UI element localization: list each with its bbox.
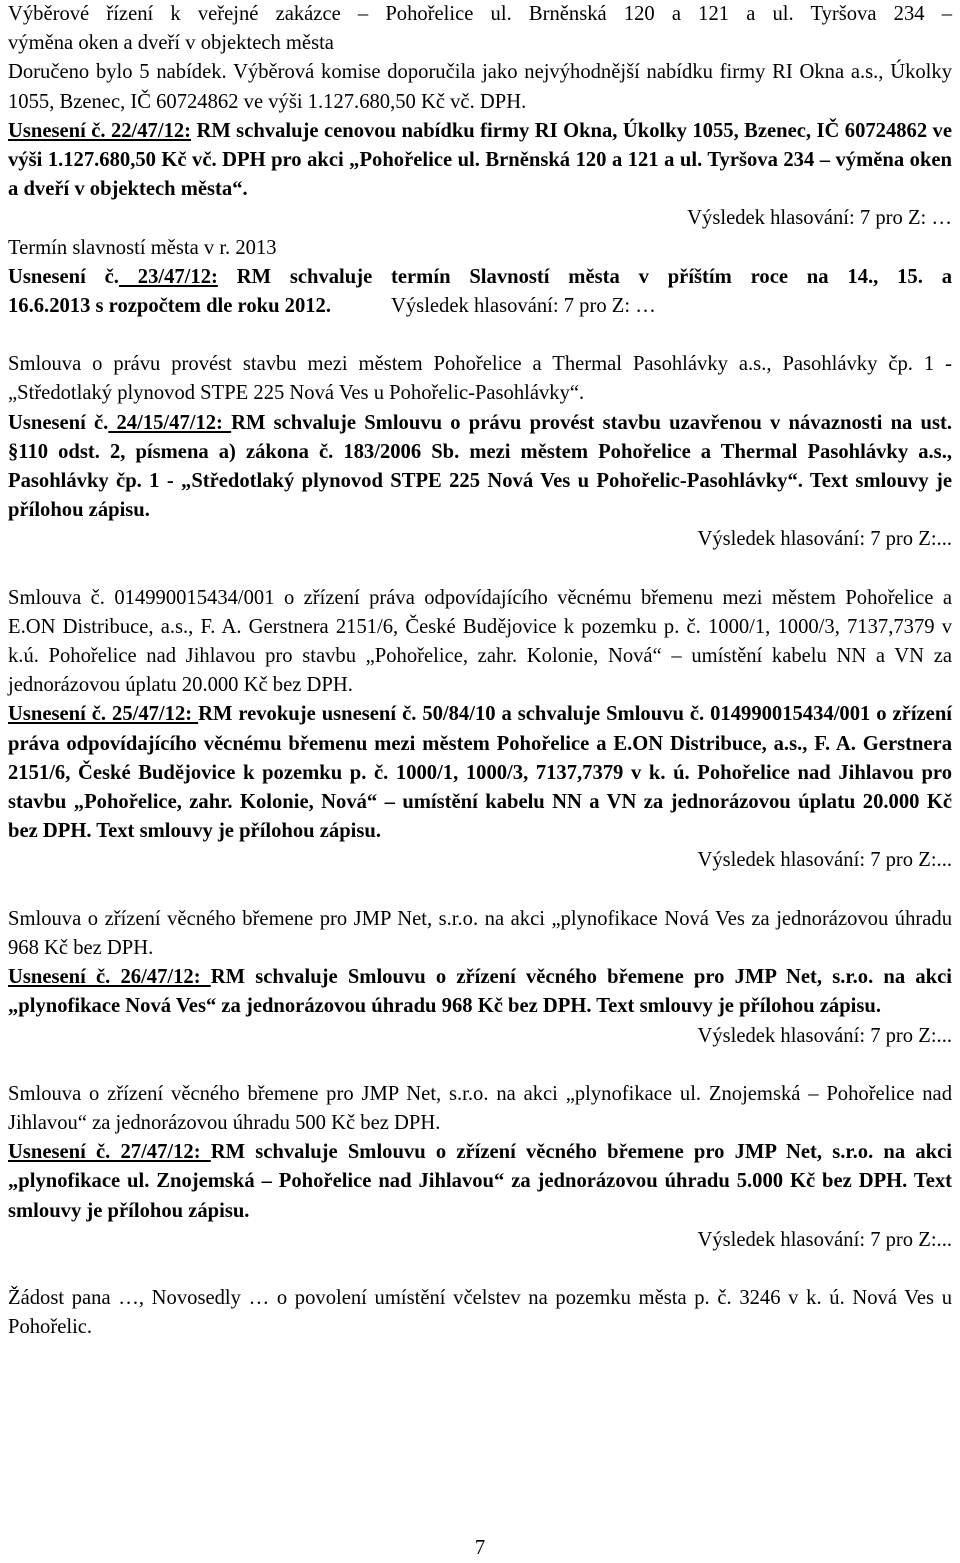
vote-result: Výsledek hlasování: 7 pro Z:...: [697, 1228, 952, 1251]
section-title-line-2: výměna oken a dveří v objektech města: [8, 32, 334, 55]
section-beehive-request: [8, 1284, 952, 1342]
resolution-paragraph: [8, 117, 952, 205]
vote-result: Výsledek hlasování: 7 pro Z: …: [391, 295, 656, 318]
vote-result: Výsledek hlasování: 7 pro Z:...: [697, 1024, 952, 1047]
section-title-line-1: Výběrové řízení k veřejné zakázce – Pohořelice ul. Brněnská 120 a 121 a ul. Tyršova 234 –: [8, 3, 952, 25]
resolution-line-2: [8, 292, 952, 321]
section-jmp-nova-ves: [8, 905, 952, 1080]
resolution-text: RM revokuje usnesení č. 50/84/10 a schvaluje Smlouvu č. 014990015434/001 o zřízení práva odpovídajícího věcnému břemenu mezi městem Pohořelice a E.ON Distribuce, a.s., F. A. Gerstnera 2151/6, České Budějovice k pozemku p. č. 1000/1, 1000/3, 7137,7379 v k. ú. Pohořelice nad Jihlavou pro stavbu „Pohořelice, zahr. Kolonie, Nová“ – umístění kabelu NN a VN za jednorázovou úplatu 20.000 Kč bez DPH. Text smlouvy je přílohou zápisu.: [8, 703, 952, 843]
section-intro: Smlouva o právu provést stavbu mezi městem Pohořelice a Thermal Pasohlávky a.s., Pasohlávky čp. 1 - „Středotlaký plynovod STPE 225 Nová Ves u Pohořelic-Pasohlávky“.: [8, 353, 952, 405]
resolution-paragraph: [8, 1138, 952, 1226]
resolution-text: RM schvaluje termín Slavností města v příštím roce na 14., 15. a: [217, 265, 952, 288]
section-text: Žádost pana …, Novosedly … o povolení umístění včelstev na pozemku města p. č. 3246 v k. ú. Nová Ves u Pohořelic.: [8, 1286, 952, 1339]
resolution-paragraph: [8, 409, 952, 526]
section-intro: Doručeno bylo 5 nabídek. Výběrová komise doporučila jako nejvýhodnější nabídku firmy RI Okna a.s., Úkolky 1055, Bzenec, IČ 60724862 ve výši 1.127.680,50 Kč vč. DPH.: [8, 61, 952, 113]
resolution-number: 24/15/47/12:: [108, 411, 232, 434]
section-city-festival: [8, 234, 952, 351]
page-number: 7: [474, 1537, 486, 1559]
resolution-text: RM schvaluje Smlouvu o právu provést stavbu uzavřenou v návaznosti na ust. §110 odst. 2, písmena a) zákona č. 183/2006 Sb. mezi městem Pohořelice a Thermal Pasohlávky a.s., Pasohlávky čp. 1 - „Středotlaký plynovod STPE 225 Nová Ves u Pohořelic-Pasohlávky“. Text smlouvy je přílohou zápisu.: [8, 411, 953, 522]
section-jmp-znojemska: [8, 1080, 952, 1284]
resolution-text: RM schvaluje Smlouvu o zřízení věcného břemene pro JMP Net, s.r.o. na akci „plynofikace Nová Ves“ za jednorázovou úhradu 968 Kč bez DPH. Text smlouvy je přílohou zápisu.: [8, 966, 952, 1018]
vote-result: Výsledek hlasování: 7 pro Z: …: [687, 207, 952, 230]
resolution-text: RM schvaluje Smlouvu o zřízení věcného břemene pro JMP Net, s.r.o. na akci „plynofikace ul. Znojemská – Pohořelice nad Jihlavou“ za jednorázovou úhradu 5.000 Kč bez DPH. Text smlouvy je přílohou zápisu.: [8, 1141, 952, 1222]
section-intro: Smlouva č. 014990015434/001 o zřízení práva odpovídajícího věcnému břemenu mezi městem Pohořelice a E.ON Distribuce, a.s., F. A. Gerstnera 2151/6, České Budějovice k pozemku p. č. 1000/1, 1000/3, 7137,7379 v k.ú. Pohořelice nad Jihlavou pro stavbu „Pohořelice, zahr. Kolonie, Nová“ – umístění kabelu NN a VN za jednorázovou úplatu 20.000 Kč bez DPH.: [8, 586, 952, 697]
document-page: [8, 0, 952, 1557]
vote-result: Výsledek hlasování: 7 pro Z:...: [697, 849, 952, 872]
resolution-text-continued: 16.6.2013 s rozpočtem dle roku 2012.: [8, 295, 332, 318]
section-title: Termín slavností města v r. 2013: [8, 236, 277, 259]
resolution-label: Usnesení č. 22/47/12:: [8, 119, 192, 142]
vote-result: Výsledek hlasování: 7 pro Z:...: [697, 528, 952, 551]
resolution-number: 23/47/12:: [118, 265, 218, 288]
resolution-paragraph: [8, 963, 952, 1021]
section-intro: Smlouva o zřízení věcného břemene pro JMP Net, s.r.o. na akci „plynofikace Nová Ves za jednorázovou úhradu 968 Kč bez DPH.: [8, 907, 952, 959]
resolution-text: RM schvaluje cenovou nabídku firmy RI Okna, Úkolky 1055, Bzenec, IČ 60724862 ve výši 1.127.680,50 Kč vč. DPH pro akci „Pohořelice ul. Brněnská 120 a 121 a ul. Tyršova 234 – výměna oken a dveří v objektech města“.: [8, 119, 952, 201]
resolution-label: Usnesení č. 27/47/12:: [8, 1141, 211, 1164]
section-intro: Smlouva o zřízení věcného břemene pro JMP Net, s.r.o. na akci „plynofikace ul. Znojemská – Pohořelice nad Jihlavou“ za jednorázovou úhradu 500 Kč bez DPH.: [8, 1082, 952, 1134]
resolution-label: Usnesení č. 25/47/12:: [8, 703, 199, 726]
resolution-label: Usnesení č. 26/47/12:: [8, 966, 211, 989]
section-thermal-pasohlavky: [8, 350, 952, 583]
section-eon-easement: [8, 584, 952, 905]
resolution-label: Usnesení č.: [8, 411, 109, 434]
resolution-paragraph: [8, 263, 952, 292]
section-window-replacement: [8, 0, 952, 234]
resolution-label: Usnesení č.: [8, 265, 119, 288]
resolution-paragraph: [8, 700, 952, 846]
